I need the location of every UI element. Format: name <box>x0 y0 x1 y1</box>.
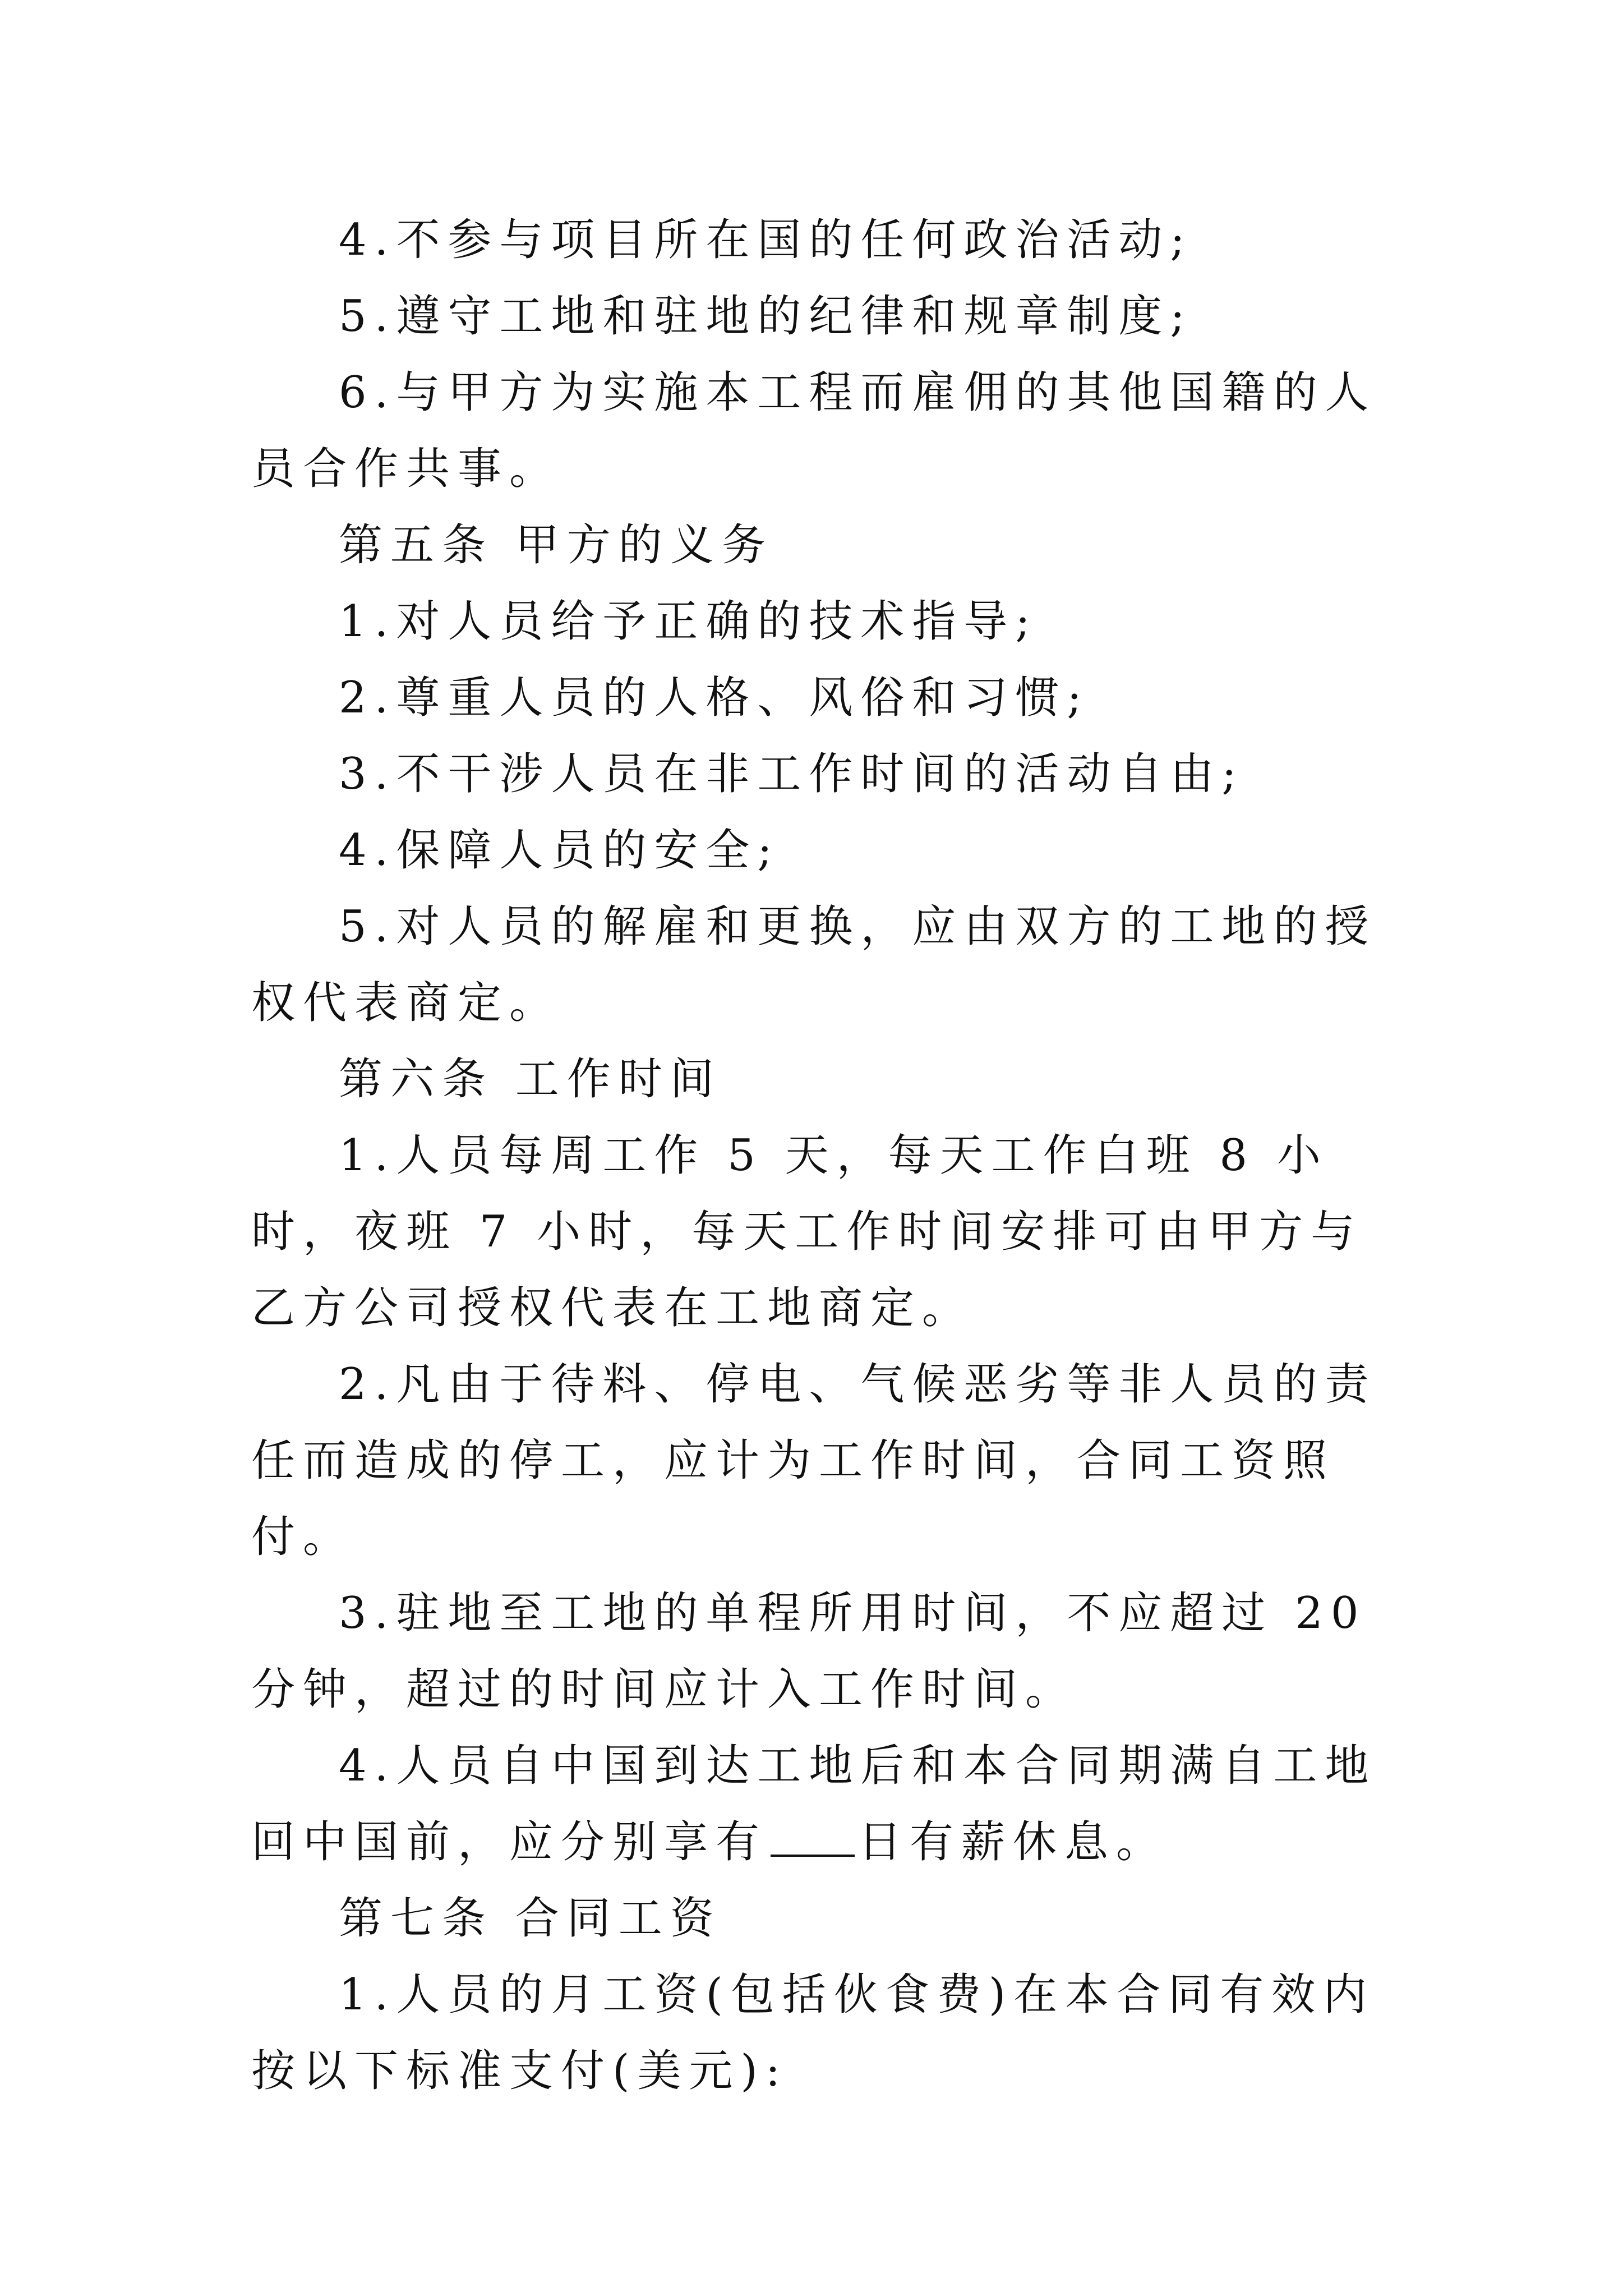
clause-5-4-safety: 4.保障人员的安全; <box>339 825 780 876</box>
clause-5-2-respect: 2.尊重人员的人格、风俗和习惯; <box>339 673 1090 723</box>
clause-7-1-salary: 1.人员的月工资(包括伙食费)在本合同有效内按以下标准支付(美元): <box>251 1970 1375 2096</box>
clause-6-4-paid-rest <box>251 1728 1378 1880</box>
document-body <box>251 202 1378 2109</box>
clause-5-1-guidance: 1.对人员给予正确的技术指导; <box>339 596 1038 647</box>
clause-4-4-politics: 4.不参与项目所在国的任何政治活动; <box>339 215 1193 265</box>
clause-5-3-freedom: 3.不干涉人员在非工作时间的活动自由; <box>339 749 1244 799</box>
clause-6-4-text-after: 日有薪休息。 <box>858 1817 1168 1867</box>
article-6-heading: 第六条 工作时间 <box>339 1054 722 1105</box>
clause-4-5-discipline: 5.遵守工地和驻地的纪律和规章制度; <box>339 291 1193 342</box>
article-5-heading: 第五条 甲方的义务 <box>339 520 773 570</box>
clause-4-6-cooperation: 6.与甲方为实施本工程而雇佣的其他国籍的人员合作共事。 <box>251 367 1377 494</box>
article-7-heading: 第七条 合同工资 <box>339 1893 722 1944</box>
clause-6-2-stoppage: 2.凡由于待料、停电、气候恶劣等非人员的责任而造成的停工，应计为工作时间，合同工资照付。 <box>251 1359 1377 1562</box>
clause-6-4-text-before: 4.人员自中国到达工地后和本合同期满自工地回中国前，应分别享有 <box>251 1741 1377 1867</box>
clause-6-1-hours: 1.人员每周工作 5 天，每天工作白班 8 小时，夜班 7 小时，每天工作时间安排可由甲方与乙方公司授权代表在工地商定。 <box>251 1130 1363 1333</box>
fill-in-blank <box>771 1815 855 1857</box>
clause-5-5-dismissal: 5.对人员的解雇和更换，应由双方的工地的授权代表商定。 <box>251 901 1377 1028</box>
clause-6-3-commute: 3.驻地至工地的单程所用时间，不应超过 20 分钟，超过的时间应计入工作时间。 <box>251 1588 1367 1715</box>
